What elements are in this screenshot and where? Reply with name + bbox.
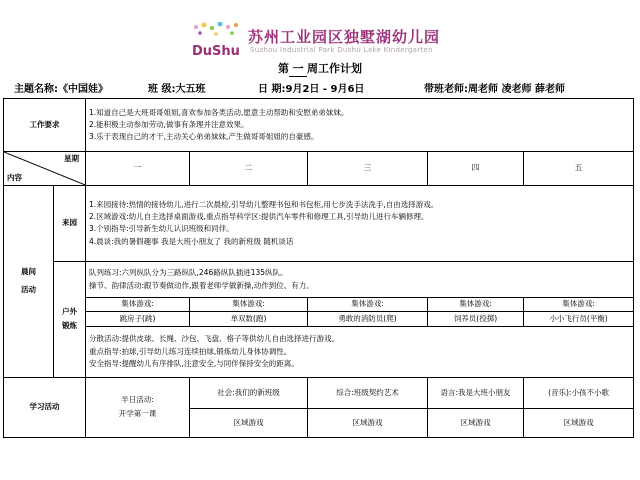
plan-title [0,60,640,77]
title-suffix: 周工作计划 [307,62,362,75]
group-game-label: 集体游戏: [524,298,634,312]
group-game-thu: 饲养员(投掷) [428,311,524,326]
outdoor-label-line2: 锻炼 [62,321,77,331]
day-header-thu: 四 [428,151,524,185]
area-game-thu: 区域游戏 [428,409,524,438]
day-header-mon: 一 [86,151,190,185]
arrival-item: 1.来园接待:热情的接待幼儿,进行二次晨检,引导幼儿整理书包和书包柜,用七步洗手法洗手,自由选择游戏。 [89,200,439,210]
logo-mark-text: DuShu [192,44,240,58]
outdoor-guidance-item: 安全指导:提醒幼儿有序排队,注意安全,与同伴保持安全的距离。 [89,358,299,368]
learning-subjects-row [4,377,634,409]
outdoor-label-line1: 户外 [62,307,77,317]
half-day-activity [86,377,190,437]
arrival-item: 2.区域游戏:幼儿自主选择桌面游戏,重点指导科学区:提供汽车零件和修理工具,引导幼儿进行车辆修理。 [89,212,429,222]
arrival-list [86,185,634,261]
weekly-plan-table [3,98,634,438]
group-game-label-row [4,298,634,312]
header-corner [4,151,86,185]
area-game-tue: 区域游戏 [190,409,308,438]
work-requirements-label: 工作要求 [4,99,86,152]
work-requirements-list [86,99,634,152]
half-day-line1: 半日活动: [121,395,154,405]
morning-activities-label [4,185,54,377]
outdoor-exercise-label [54,262,86,378]
logo-mark-icon [190,22,242,58]
arrival-label: 来园 [54,185,86,261]
day-header-row [4,151,634,185]
subject-tue: 社会:我们的新班级 [190,377,308,409]
outdoor-intro-list [86,262,634,298]
work-requirement-item: 2.能积极主动参加劳动,做事有条理并注意效果。 [89,119,249,129]
corner-weekday-label: 星期 [64,153,79,163]
group-game-wed: 勇敢的消防员(爬) [308,311,428,326]
group-game-tue: 单双数(跑) [190,311,308,326]
subject-wed: 综合:班级契约艺术 [308,377,428,409]
subject-thu: 语言:我是大班小朋友 [428,377,524,409]
day-header-wed: 三 [308,151,428,185]
area-game-fri: 区域游戏 [524,409,634,438]
half-day-line2: 开学第一课 [118,409,157,419]
logo-name-cn: 苏州工业园区独墅湖幼儿园 [248,28,441,46]
kindergarten-logo [190,22,460,58]
day-header-tue: 二 [190,151,308,185]
theme-name: 主题名称:《中国娃》 [14,84,108,95]
outdoor-guidance-item: 重点指导:拍球,引导幼儿练习连续拍球,锻炼幼儿身体协调性。 [89,346,292,356]
week-number: 一 [289,60,307,77]
group-game-label: 集体游戏: [190,298,308,312]
group-game-label: 集体游戏: [308,298,428,312]
outdoor-intro-item: 操节、韵律活动:跟节奏做动作,跟着老师学做新操,动作到位、有力。 [89,280,314,290]
outdoor-intro-row [4,262,634,298]
arrival-item: 4.晨谈:我的暑假趣事 我是大班小朋友了 我的新班级 随机谈话 [89,236,294,246]
work-requirements-row [4,99,634,152]
outdoor-intro-item: 队列练习:六列纵队分为三路纵队,246路纵队插进135纵队。 [89,268,288,278]
class-name: 班 级:大五班 [148,84,206,95]
group-game-mon: 跳房子(跳) [86,311,190,326]
date-range: 日 期:9月2日 - 9月6日 [258,84,365,95]
arrival-row [4,185,634,261]
plan-meta [14,80,634,96]
title-prefix: 第 [278,62,289,75]
morning-label-line1: 晨间 [21,267,36,277]
morning-label-line2: 活动 [21,285,36,295]
day-header-fri: 五 [524,151,634,185]
teachers: 带班老师:周老师 凌老师 薛老师 [424,84,565,95]
outdoor-guidance-list [86,326,634,377]
work-requirement-item: 1.知道自己是大班哥哥姐姐,喜欢参加各类活动,愿意主动帮助和安慰弟弟妹妹。 [89,107,349,117]
area-game-wed: 区域游戏 [308,409,428,438]
arrival-item: 3.个别指导:引导新生幼儿认识班级和同伴。 [89,224,234,234]
work-requirement-item: 3.乐于表现自己的才干,主动关心弟弟妹妹,产生做哥哥姐姐的自豪感。 [89,132,319,142]
logo-name-en: Suzhou Industrial Park Dushu Lake Kindergarten [250,46,433,54]
group-game-label: 集体游戏: [428,298,524,312]
outdoor-guidance-row [4,326,634,377]
subject-fri: (音乐):小孩不小歌 [524,377,634,409]
group-game-label: 集体游戏: [86,298,190,312]
outdoor-guidance-item: 分散活动:提供皮球、长绳、沙包、飞盘、格子等供幼儿自由选择进行游戏。 [89,334,340,344]
group-game-row [4,311,634,326]
group-game-fri: 小小飞行员(平衡) [524,311,634,326]
learning-activities-label: 学习活动 [4,377,86,437]
corner-content-label: 内容 [7,172,22,182]
